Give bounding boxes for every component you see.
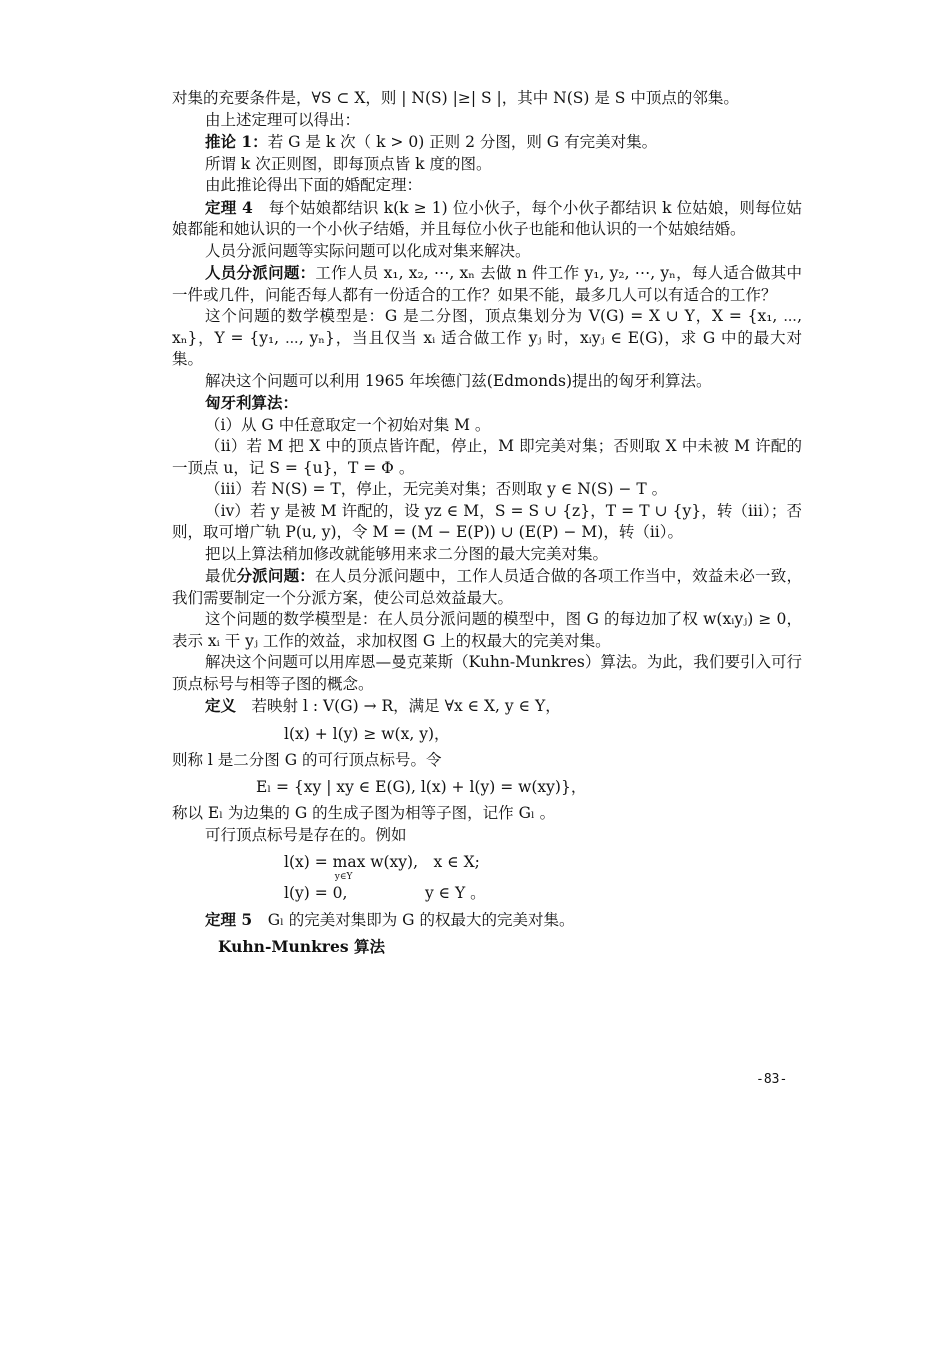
paragraph [172, 154, 802, 176]
theorem-5-label: 定理 5 [205, 910, 253, 929]
paragraph [172, 565, 802, 609]
paragraph-text: 在人员分派问题中，工作人员适合做的各项工作当中，效益未必一致，我们需要制定一个分派方案，使公司总效益最大。 [172, 567, 802, 607]
bold-lead: 定义 [205, 696, 237, 715]
paragraph-text: 由此推论得出下面的婚配定理： [205, 176, 423, 194]
bold-lead: 人员分派问题： [205, 263, 316, 282]
paragraph-text: 对集的充要条件是，∀S ⊂ X，则 | N(S) |≥| S |，其中 N(S) 是 S 中顶点的邻集。 [172, 89, 739, 107]
paragraph [172, 131, 802, 154]
paragraph-text: 工作人员 x₁, x₂, ⋯, xₙ 去做 n 件工作 y₁, y₂, ⋯, yₙ，每人适合做其中一件或几件，问能否每人都有一份适合的工作？如果不能，最多几人可以有适合的工作？ [172, 264, 802, 304]
paragraph [172, 241, 802, 263]
section-heading-kuhn-munkres: Kuhn-Munkres 算法 [218, 936, 385, 956]
paragraph-feasible-label: 则称 l 是二分图 G 的可行顶点标号。令 [172, 750, 442, 769]
equation-feasible-label: l(x) + l(y) ≥ w(x, y)， [284, 724, 450, 743]
paragraph [172, 652, 802, 695]
paragraph-text: （iii）若 N(S) = T，停止，无完美对集；否则取 y ∈ N(S) − T 。 [205, 480, 668, 498]
eq-text: l(x) = max w(xy), x ∈ X; [284, 853, 480, 871]
bold-lead: 推论 1： [205, 132, 268, 151]
paragraph-text: 每个姑娘都结识 k(k ≥ 1) 位小伙子，每个小伙子都结识 k 位姑娘，则每位姑娘都能和她认识的一个小伙子结婚，并且每位小伙子也能和他认识的一个姑娘结婚。 [172, 198, 803, 238]
paragraph-text: （i）从 G 中任意取定一个初始对集 M 。 [205, 415, 491, 434]
equation-initial-label-y: l(y) = 0, y ∈ Y 。 [284, 884, 486, 902]
paragraph [172, 371, 802, 393]
paragraph-existence: 可行顶点标号是存在的。例如 [205, 825, 407, 844]
paragraph-text: 这个问题的数学模型是：G 是二分图，顶点集划分为 V(G) = X ∪ Y，X = {x₁, ⋯, xₙ}，Y = {y₁, ⋯, yₙ}，当且仅当 xᵢ 适合做工作 yⱼ 时，xᵢyⱼ ∈ E(G)，求 G 中的最大对集。 [172, 307, 802, 368]
bold-lead: 定理 4 [205, 197, 253, 217]
paragraph-text: 把以上算法稍加修改就能够用来求二分图的最大完美对集。 [205, 544, 609, 563]
document-body [172, 88, 802, 957]
paragraph-block [172, 88, 802, 718]
theorem-5-text: Gₗ 的完美对集即为 G 的权最大的完美对集。 [252, 911, 575, 929]
paragraph-text: 人员分派问题等实际问题可以化成对集来解决。 [205, 241, 531, 260]
paragraph [172, 695, 802, 718]
paragraph-text: 若映射 l : V(G) → R，满足 ∀x ∈ X, y ∈ Y， [236, 697, 561, 715]
paragraph-text: 若 G 是 k 次（ k > 0) 正则 2 分图，则 G 有完美对集。 [267, 133, 658, 151]
paragraph-text: （iv）若 y 是被 M 许配的，设 yz ∈ M，S = S ∪ {z}，T = T ∪ {y}，转（iii）；否则，取可增广轨 P(u, y)，令 M = (M − E(P)) ∪ (E(P) − M)，转（ii）。 [172, 501, 802, 541]
paragraph-text: （ii）若 M 把 X 中的顶点皆许配，停止，M 即完美对集；否则取 X 中未被 M 许配的一顶点 u，记 S = {u}，T = Φ 。 [172, 437, 802, 477]
paragraph [172, 197, 802, 241]
paragraph-text: 最优 [205, 567, 237, 585]
paragraph [172, 88, 802, 110]
bold-inline: 分派问题： [236, 566, 316, 585]
paragraph [172, 262, 802, 306]
bold-lead: 匈牙利算法： [205, 393, 299, 412]
equation-initial-label-x [172, 850, 802, 882]
paragraph-text: 由上述定理可以得出： [205, 110, 361, 129]
paragraph [172, 306, 802, 371]
paragraph [172, 175, 802, 197]
paragraph [172, 415, 802, 437]
paragraph-text: 这个问题的数学模型是：在人员分派问题的模型中，图 G 的每边加了权 w(xᵢyⱼ) ≥ 0，表示 xᵢ 干 yⱼ 工作的效益，求加权图 G 上的权最大的完美对集。 [172, 610, 802, 650]
paragraph [172, 479, 802, 501]
paragraph [172, 501, 802, 544]
paragraph [172, 110, 802, 132]
paragraph-text: 解决这个问题可以用库恩—曼克莱斯（Kuhn-Munkres）算法。为此，我们要引入可行顶点标号与相等子图的概念。 [172, 653, 802, 693]
paragraph [172, 392, 802, 415]
page-number: -83- [756, 1072, 788, 1087]
paragraph [172, 609, 802, 652]
equation-equality-edges: Eₗ = {xy | xy ∈ E(G), l(x) + l(y) = w(xy)}， [256, 778, 587, 796]
paragraph-text: 所谓 k 次正则图，即每顶点皆 k 度的图。 [205, 154, 492, 173]
eq-subscript: y∈Y [334, 872, 353, 882]
paragraph [172, 436, 802, 479]
paragraph-equality-subgraph: 称以 Eₗ 为边集的 G 的生成子图为相等子图，记作 Gₗ 。 [172, 804, 556, 822]
paragraph [172, 544, 802, 566]
paragraph-text: 解决这个问题可以利用 1965 年埃德门兹(Edmonds)提出的匈牙利算法。 [205, 371, 712, 390]
theorem-5 [172, 909, 802, 932]
